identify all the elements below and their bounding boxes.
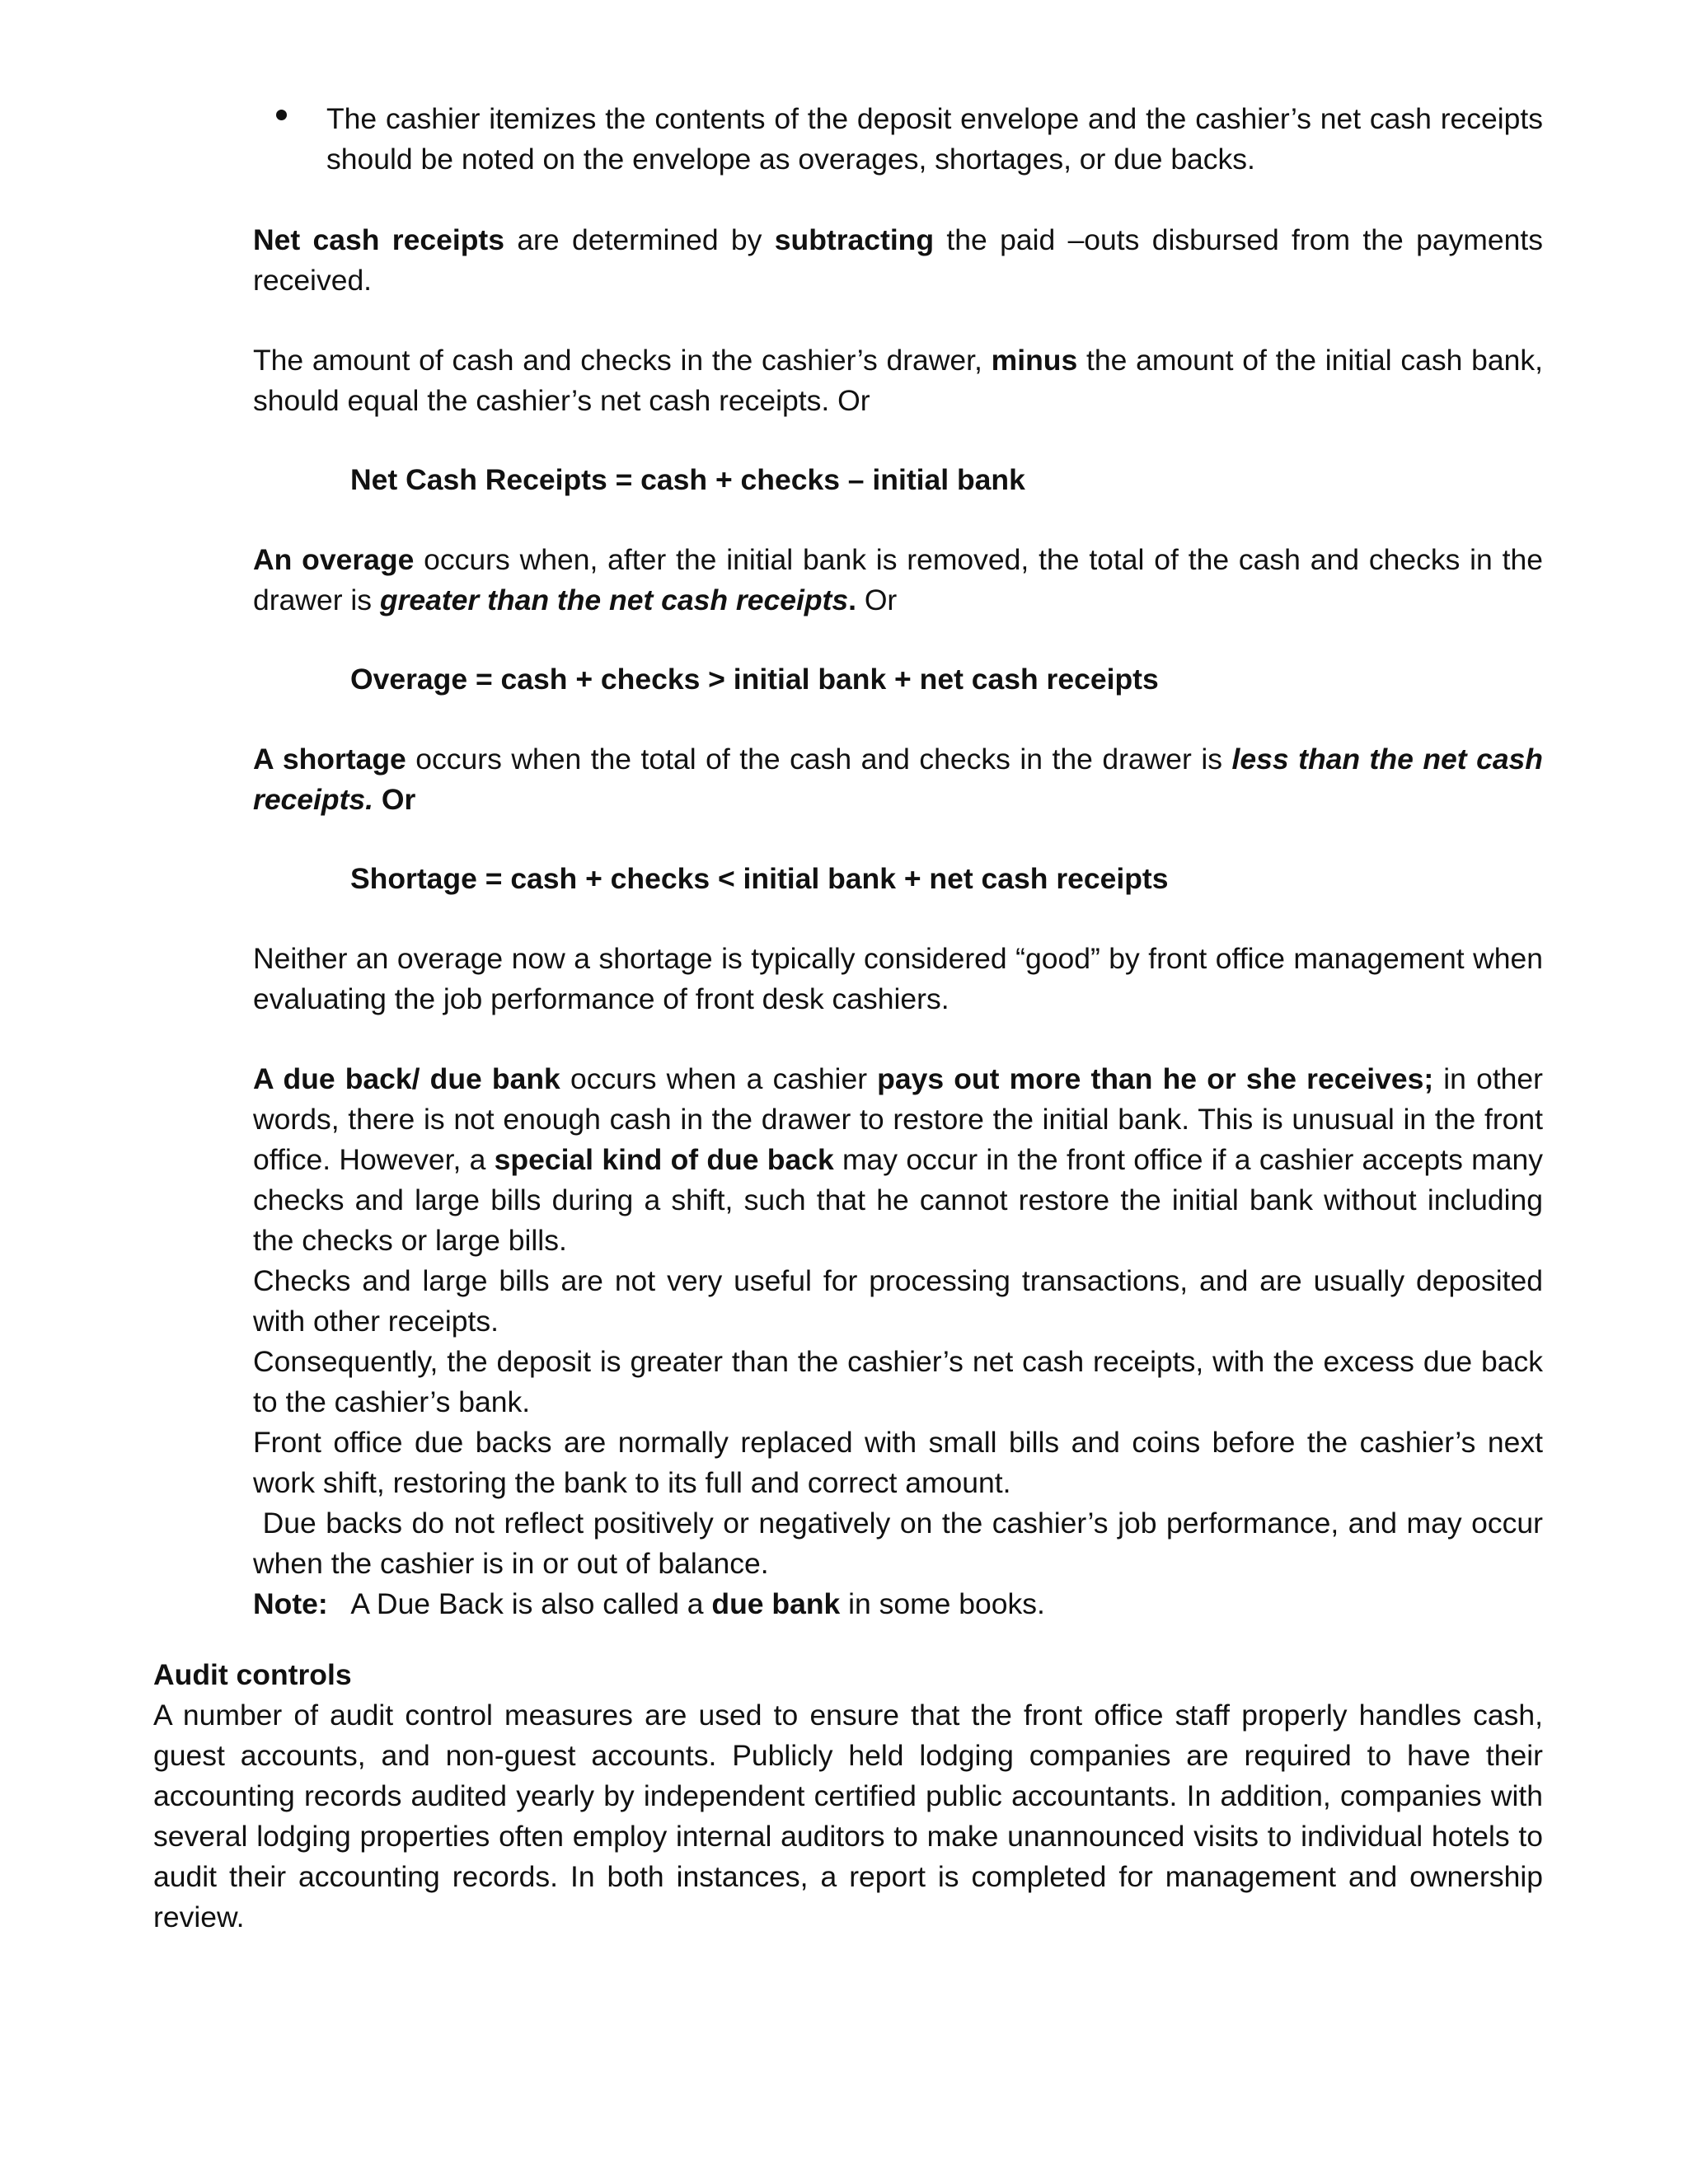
drawer-text-2: the amount of the initial cash bank, should equal the cashier’s net cash receipts. Or — [253, 344, 1544, 417]
net-cash-paragraph — [253, 220, 1543, 301]
bullet-paragraph — [326, 99, 1543, 180]
audit-controls-heading: Audit controls — [153, 1658, 352, 1691]
overage-term: An overage — [253, 543, 415, 576]
overage-emphasis: greater than the net cash receipts — [379, 583, 849, 616]
due-back-consequently-paragraph: Consequently, the deposit is greater than the cashier’s net cash receipts, with the excess due back to the cashier’s bank. — [253, 1345, 1543, 1418]
due-back-text-2: in other words, there is not enough cash in the drawer to restore the initial bank. This is unusual in the front office. However, a — [253, 1062, 1543, 1176]
overage-paragraph — [253, 540, 1543, 621]
due-back-bold-2: special kind of due back — [494, 1143, 834, 1176]
overage-dot: . — [848, 583, 856, 616]
audit-controls-paragraph: A number of audit control measures are used to ensure that the front office staff properly handles cash, guest accounts, and non-guest accounts. Publicly held lodging companies are required to have their accounting records audited yearly by independent certified public accountants. In addition, companies with several lodging properties often employ internal auditors to make unannounced visits to individual hotels to audit their accounting records. In both instances, a report is completed for management and ownership review. — [153, 1699, 1543, 1933]
note-label: Note: — [253, 1587, 328, 1620]
bullet-icon — [276, 110, 287, 120]
note-text-2: in some books. — [840, 1587, 1045, 1620]
due-back-checks-paragraph: Checks and large bills are not very useful for processing transactions, and are usually deposited with other receipts. — [253, 1264, 1543, 1338]
due-back-paragraph — [253, 1059, 1543, 1261]
bullet-text: The cashier itemizes the contents of the deposit envelope and the cashier’s net cash receipts should be noted on the envelope as overages, shortages, or due backs. — [326, 102, 1543, 176]
due-back-term: A due back/ due bank — [253, 1062, 560, 1095]
formula-shortage: Shortage = cash + checks < initial bank + net cash receipts — [350, 862, 1169, 895]
neither-paragraph: Neither an overage now a shortage is typically considered “good” by front office management when evaluating the job performance of front desk cashiers. — [253, 942, 1543, 1015]
net-cash-term: Net cash receipts — [253, 223, 504, 256]
due-back-bold-1: pays out more than he or she receives; — [877, 1062, 1434, 1095]
shortage-or: Or — [373, 783, 416, 816]
overage-text-1: occurs when, after the initial bank is removed, the total of the cash and checks in the drawer is — [253, 543, 1543, 616]
note-bold: due bank — [711, 1587, 841, 1620]
formula-overage: Overage = cash + checks > initial bank + net cash receipts — [350, 663, 1159, 696]
due-back-text-1: occurs when a cashier — [560, 1062, 878, 1095]
due-back-reflect-paragraph: Due backs do not reflect positively or negatively on the cashier’s job performance, and may occur when the cashier is in or out of balance. — [253, 1507, 1551, 1580]
minus-term: minus — [991, 344, 1078, 377]
due-back-replaced-paragraph: Front office due backs are normally replaced with small bills and coins before the cashier’s next work shift, restoring the bank to its full and correct amount. — [253, 1426, 1543, 1499]
shortage-paragraph — [253, 739, 1543, 820]
shortage-term: A shortage — [253, 743, 406, 776]
drawer-text-1: The amount of cash and checks in the cashier’s drawer, — [253, 344, 992, 377]
note-text-1: A Due Back is also called a — [327, 1587, 712, 1620]
net-cash-text-1: are determined by — [504, 223, 775, 256]
subtracting-term: subtracting — [774, 223, 935, 256]
due-back-text-3: may occur in the front office if a cashier accepts many checks and large bills during a shift, such that he cannot restore the initial bank without including the checks or large bills. — [253, 1143, 1543, 1257]
due-back-note — [253, 1584, 1543, 1624]
shortage-text-1: occurs when the total of the cash and checks in the drawer is — [406, 743, 1232, 776]
formula-net-cash: Net Cash Receipts = cash + checks – initial bank — [350, 463, 1025, 496]
overage-text-2: Or — [856, 583, 898, 616]
due-back-section — [253, 1059, 1551, 1624]
shortage-emphasis: less than the net cash receipts. — [253, 743, 1543, 816]
net-cash-text-2: the paid –outs disbursed from the payments received. — [253, 223, 1543, 297]
drawer-paragraph — [253, 340, 1543, 421]
